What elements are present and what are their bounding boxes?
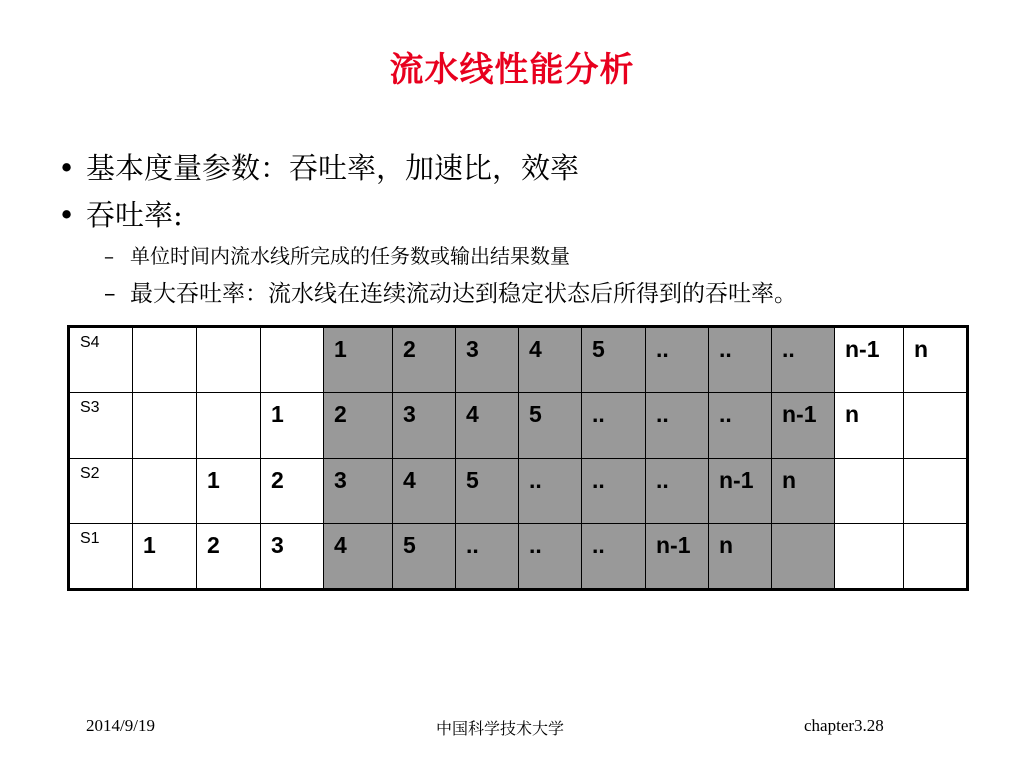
table-cell <box>197 392 261 458</box>
task-number: 3 <box>403 400 416 427</box>
table-cell <box>393 524 456 590</box>
table-cell <box>519 392 582 458</box>
stage-label: S1 <box>80 530 100 548</box>
table-row <box>69 458 968 524</box>
table-cell <box>133 524 197 590</box>
task-number: n <box>782 466 797 493</box>
table-cell <box>197 327 261 393</box>
table-cell <box>133 458 197 524</box>
bullet-item-metrics <box>58 149 579 187</box>
task-number: 2 <box>207 532 220 559</box>
table-cell <box>324 327 393 393</box>
task-number: .. <box>782 336 795 362</box>
table-row <box>69 392 968 458</box>
task-number: 4 <box>529 336 542 362</box>
table-cell <box>646 524 709 590</box>
stage-label: S3 <box>80 398 100 416</box>
task-number: .. <box>656 400 669 427</box>
table-cell <box>133 327 197 393</box>
task-number: n-1 <box>656 532 691 559</box>
task-number: n <box>845 400 860 427</box>
task-number: 1 <box>334 336 347 362</box>
task-number <box>772 524 834 532</box>
table-cell <box>582 524 646 590</box>
task-number: 2 <box>271 466 284 493</box>
task-number: .. <box>529 466 542 493</box>
table-cell <box>393 458 456 524</box>
bullet-item-throughput <box>58 196 183 234</box>
task-number: n <box>914 336 929 362</box>
task-number: 5 <box>403 532 416 559</box>
task-number: .. <box>656 466 669 493</box>
task-number: .. <box>466 532 479 559</box>
table-cell <box>772 327 835 393</box>
table-cell <box>261 524 324 590</box>
table-cell <box>456 392 519 458</box>
table-cell <box>582 392 646 458</box>
table-cell <box>519 524 582 590</box>
table-cell <box>904 327 968 393</box>
stage-label-cell <box>69 524 133 590</box>
table-cell <box>456 458 519 524</box>
task-number: 5 <box>529 400 542 427</box>
task-number <box>133 393 196 401</box>
table-cell <box>519 458 582 524</box>
table-cell <box>582 327 646 393</box>
task-number: 3 <box>334 466 347 493</box>
stage-label-cell <box>69 327 133 393</box>
task-number: .. <box>592 400 605 427</box>
table-cell <box>519 327 582 393</box>
task-number <box>133 328 196 336</box>
task-number: .. <box>592 466 605 493</box>
sub-bullet-text: 最大吞吐率：流水线在连续流动达到稳定状态后所得到的吞吐率。 <box>130 281 797 307</box>
table-cell <box>261 327 324 393</box>
table-cell <box>646 327 709 393</box>
stage-label: S4 <box>80 334 100 351</box>
table-cell <box>835 327 904 393</box>
stage-label: S2 <box>80 464 100 482</box>
table-cell <box>261 458 324 524</box>
table-cell <box>261 392 324 458</box>
task-number: .. <box>719 336 732 362</box>
task-number: n-1 <box>719 466 754 493</box>
task-number: 4 <box>466 400 479 427</box>
task-number: 4 <box>334 532 347 559</box>
sub-bullet-text: 单位时间内流水线所完成的任务数或输出结果数量 <box>130 244 570 268</box>
sub-bullet-max-throughput <box>104 279 797 309</box>
task-number: .. <box>592 532 605 559</box>
task-number: 5 <box>466 466 479 493</box>
stage-label-cell <box>69 392 133 458</box>
task-number <box>904 393 966 401</box>
table-cell <box>582 458 646 524</box>
task-number: n <box>719 532 734 559</box>
table-cell <box>197 524 261 590</box>
table-cell <box>646 458 709 524</box>
task-number <box>904 459 966 467</box>
task-number: 4 <box>403 466 416 493</box>
footer-date: 2014/9/19 <box>86 716 155 735</box>
task-number: n-1 <box>845 336 880 362</box>
footer-organization: 中国科学技术大学 <box>436 719 565 738</box>
table-cell <box>904 392 968 458</box>
table-cell <box>835 524 904 590</box>
table-row <box>69 524 968 590</box>
task-number: 1 <box>143 532 156 559</box>
task-number <box>197 328 260 336</box>
sub-bullet-definition <box>104 241 570 271</box>
stage-label-cell <box>69 458 133 524</box>
bullet-marker: • <box>58 151 76 185</box>
task-number: n-1 <box>782 400 817 427</box>
table-cell <box>456 524 519 590</box>
task-number: 1 <box>207 466 220 493</box>
task-number: 2 <box>334 400 347 427</box>
table-cell <box>324 458 393 524</box>
table-row <box>69 327 968 393</box>
task-number <box>261 328 323 336</box>
table-cell <box>835 458 904 524</box>
task-number <box>904 524 966 532</box>
table-cell <box>393 392 456 458</box>
table-cell <box>709 458 772 524</box>
bullet-text: 基本度量参数：吞吐率，加速比，效率 <box>86 151 580 185</box>
sub-bullet-marker: – <box>104 281 116 307</box>
task-number <box>835 524 903 532</box>
table-cell <box>456 327 519 393</box>
task-number: 3 <box>466 336 479 362</box>
table-cell <box>133 392 197 458</box>
task-number: 3 <box>271 532 284 559</box>
slide-title: 流水线性能分析 <box>389 50 635 90</box>
task-number <box>197 393 260 401</box>
table-cell <box>324 524 393 590</box>
table-cell <box>393 327 456 393</box>
task-number: .. <box>529 532 542 559</box>
table-cell <box>904 524 968 590</box>
table-cell <box>772 524 835 590</box>
task-number <box>835 459 903 467</box>
table-cell <box>197 458 261 524</box>
table-cell <box>709 392 772 458</box>
task-number <box>133 459 196 467</box>
task-number: 5 <box>592 336 605 362</box>
table-cell <box>324 392 393 458</box>
table-cell <box>646 392 709 458</box>
task-number: .. <box>656 336 669 362</box>
table-cell <box>772 458 835 524</box>
bullet-text: 吞吐率: <box>86 198 183 232</box>
sub-bullet-marker: – <box>104 244 114 268</box>
table-cell <box>709 327 772 393</box>
task-number: .. <box>719 400 732 427</box>
table-cell <box>904 458 968 524</box>
bullet-marker: • <box>58 198 76 232</box>
task-number: 1 <box>271 400 284 427</box>
table-cell <box>772 392 835 458</box>
footer-page-number: chapter3.28 <box>804 716 884 735</box>
pipeline-space-time-table <box>67 325 969 591</box>
task-number: 2 <box>403 336 416 362</box>
table-cell <box>709 524 772 590</box>
table-cell <box>835 392 904 458</box>
